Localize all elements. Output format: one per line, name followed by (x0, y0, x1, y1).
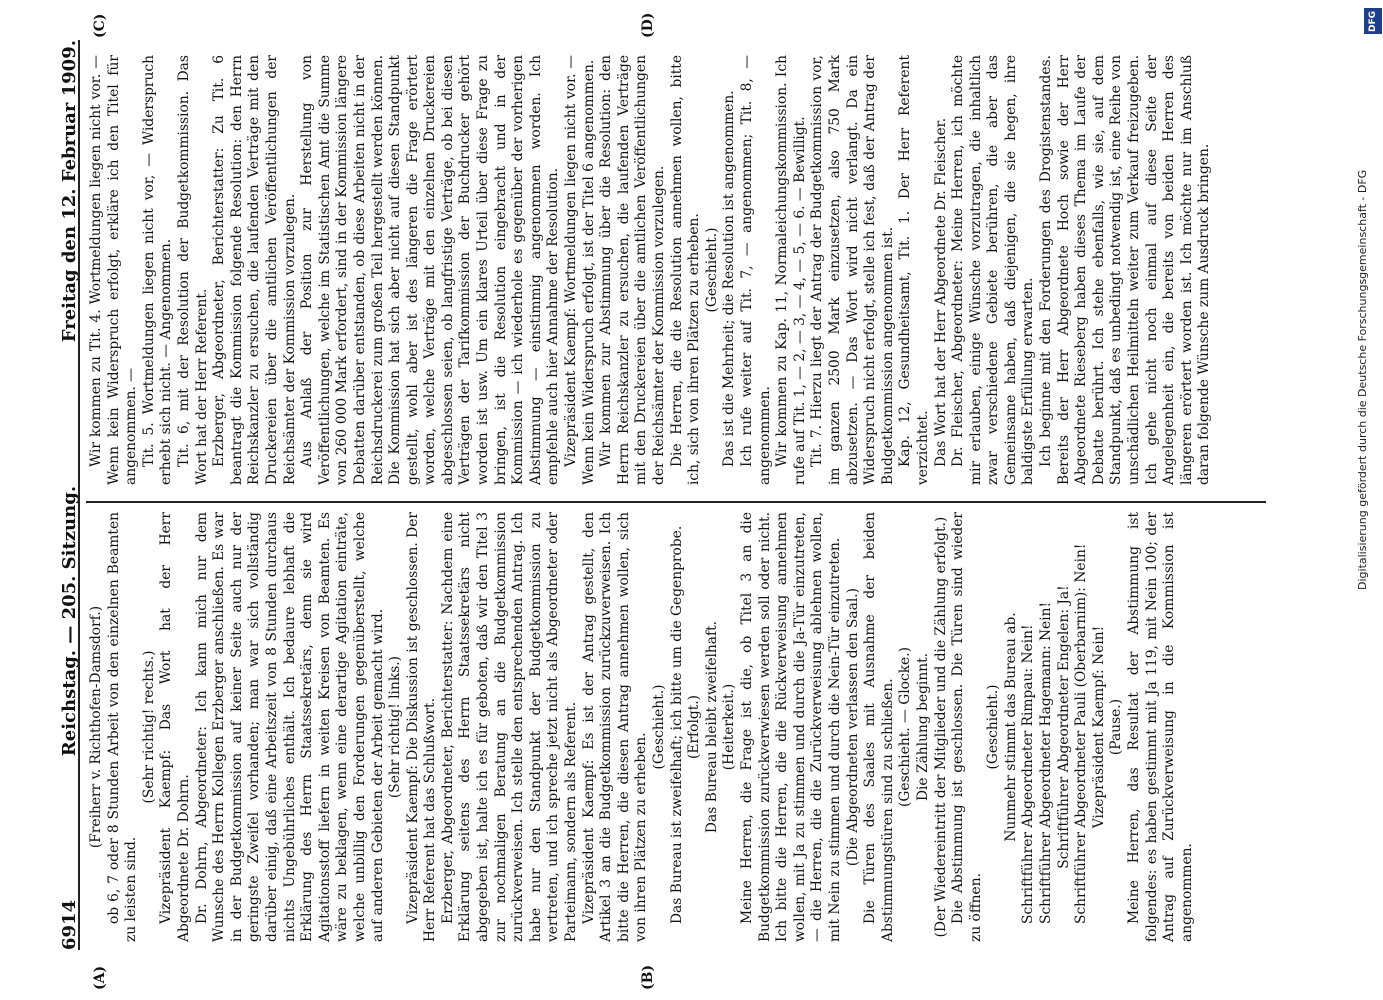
paragraph: Wir kommen zur Abstimmung über die Resolution: den Herrn Reichskanzler zu ersuchen, die laufenden Verträge mit den Druckereien über die amtlichen Veröffentlichungen der Reichsämter der Kommission vorzulegen. (598, 55, 667, 485)
paragraph: Nunmehr stimmt das Bureau ab. (1002, 612, 1019, 842)
header-rule (78, 40, 80, 950)
paragraph: Tit. 7. Hierzu liegt der Antrag der Budgetkommission vor, im ganzen 2500 Mark einzusetzen, also 750 Mark abzusetzen. — Das Wort wird nicht verlangt. Da ein Widerspruch nicht erfolgt, stelle ich fest, daß der Antrag der Budgetkommission angenommen ist. (809, 55, 896, 485)
paragraph: Ich beginne mit den Forderungen des Drogistenstandes. Bereits der Herr Abgeordnete Hoch sowie der Herr Abgeordnete Rieseberg haben dieses Thema im Laufe der Debatte berührt. Ich stehe ebenfalls, wie sie, auf dem Standpunkt, daß es unbedingt notwendig ist, eine Reihe von unschädlichen Heilmitteln weiter zum Verkauf freizugeben. Ich gehe nicht noch einmal auf diese Seite der Angelegenheit ein, die bereits von beiden Herren des längeren erörtert worden ist. Ich möchte nur im Anschluß daran folgende Wünsche zum Ausdruck bringen. (1038, 55, 1213, 485)
paragraph: (Freiherr v. Richthofen-Damsdorf.) (88, 605, 104, 849)
right-column (88, 55, 1263, 485)
paragraph: (Erfolgt.) (686, 694, 703, 760)
paragraph: (Sehr richtig! links.) (387, 655, 404, 799)
paragraph: Vizepräsident Kaempf: Es ist der Antrag gestellt, den Artikel 3 an die Budgetkommission zurückzuverweisen. Ich bitte die Herren, die diesen Antrag annehmen wollen, sich von ihren Plätzen zu erheben. (580, 512, 650, 942)
paragraph: Tit. 5. Wortmeldungen liegen nicht vor, — Widerspruch erhebt sich nicht. — Angenommen. (140, 55, 175, 485)
left-column (88, 512, 1263, 942)
paragraph: Das Bureau ist zweifelhaft; ich bitte um die Gegenprobe. (668, 525, 685, 924)
paragraph: Erzberger, Abgeordneter, Berichterstatter: Zu Tit. 6 beantragt die Kommission folgende Resolution: den Herrn Reichskanzler zu ersuchen, die laufenden Verträge mit den Druckereien über die amtlichen Veröffentlichungen der Reichsämter der Kommission vorzulegen. (211, 55, 298, 485)
column-divider (86, 501, 1266, 503)
paragraph: ob 6, 7 oder 8 Stunden Arbeit von den einzelnen Beamten zu leisten sind. (105, 512, 140, 942)
margin-marker-c: (C) (92, 13, 108, 38)
dfg-logo: DFG (1364, 8, 1382, 34)
paragraph: Die Abstimmung ist geschlossen. Die Türen sind wieder zu öffnen. (950, 512, 984, 942)
paragraph: Dr. Dohrn, Abgeordneter: Ich kann mich nur dem Wunsche des Herrn Kollegen Erzberger anschließen. Es war in der Budgetkommission auf keiner Seite auch nur der geringste Zweifel vorhanden; man war sich vollständig darüber einig, daß eine Arbeitszeit von 8 Stunden durchaus nichts Ungebührliches enthält. Ich bedaure lebhaft die Erklärung des Herrn Staatssekretärs, denn sie wird Agitationsstoff liefern in weiten Kreisen von Beamten. Es wäre zu beklagen, wenn eine derartige Agitation einträte, welche unbillig den Forderungen gegenüberstellt, welche auf anderen Gebieten der Arbeit gemacht wird. (193, 512, 386, 942)
paragraph: (Pause.) (1108, 698, 1125, 756)
paragraph: Meine Herren, die Frage ist die, ob Titel 3 an die Budgetkommission zurückverwiesen werden soll oder nicht. Ich bitte die Herren, die die Rückverweisung annehmen wollen, mit Ja zu stimmen und durch die Ja-Tür einzutreten, — die Herren, die die Zurückverweisung ablehnen wollen, mit Nein zu stimmen und durch die Nein-Tür einzutreten. (738, 512, 843, 942)
paragraph: Schriftführer Abgeordneter Rimpau: Nein! (1020, 624, 1037, 924)
paragraph: Vizepräsident Kaempf: Die Diskussion ist geschlossen. Der Herr Referent hat das Schlußwort. (404, 512, 439, 942)
paragraph: (Die Abgeordneten verlassen den Saal.) (844, 587, 861, 867)
paragraph: Schriftführer Abgeordneter Pauli (Oberbarnim): Nein! (1073, 543, 1090, 924)
paragraph: Wir kommen zu Kap. 11, Normaleichungskommission. Ich rufe auf Tit. 1, — 2, — 3, — 4, — 5, — 6. — Bewilligt. (774, 55, 808, 485)
paragraph: Aus Anlaß der Position zur Herstellung von Veröffentlichungen, welche im Statistischen Amt die Summe von 260 000 Mark erfordert, sind in der Kommission längere Debatten darüber entstanden, ob diese Arbeiten nicht in der Reichsdruckerei zum großen Teil hergestellt werden können. Die Kommission hat sich aber nicht auf diesen Standpunkt gestellt, wohl aber ist des längeren die Frage erörtert worden, welche Verträge mit den einzelnen Druckereien abgeschlossen seien, ob langfristige Verträge, ob bei diesen Verträgen der Tarifkommission der Buchdrucker gehört worden ist usw. Um ein klares Urteil über diese Frage zu bringen, ist die Resolution eingebracht und in der Kommission — ich wiederhole es gegenüber der vorherigen Abstimmung — einstimmig angenommen worden. Ich empfehle auch hier Annahme der Resolution. (299, 55, 562, 485)
paragraph: (Geschieht. — Glocke.) (897, 647, 914, 807)
paragraph: Das ist die Mehrheit; die Resolution ist angenommen. (721, 90, 738, 467)
paragraph: Kap. 12, Gesundheitsamt, Tit. 1. Der Herr Referent verzichtet. (897, 55, 931, 485)
paragraph: Schriftführer Abgeordneter Hagemann: Nein! (1038, 601, 1055, 924)
paragraph: Dr. Fleischer, Abgeordneter: Meine Herren, ich möchte mir erlauben, einige Wünsche vorzutragen, die inhaltlich zwar verschiedene Gebiete berühren, die aber das Gemeinsame haben, daß diejenigen, die sie hegen, ihre baldigste Erfüllung erwarten. (950, 55, 1037, 485)
session-title: Reichstag. — 205. Sitzung. (59, 485, 80, 757)
paragraph: Vizepräsident Kaempf: Nein! (1090, 625, 1107, 829)
page-header (40, 40, 80, 950)
paragraph: (Geschieht.) (985, 684, 1002, 770)
paragraph: Die Türen des Saales mit Ausnahme der beiden Abstimmungstüren sind zu schließen. (862, 512, 896, 942)
paragraph: (Sehr richtig! rechts.) (140, 650, 157, 804)
paragraph: Das Wort hat der Herr Abgeordnete Dr. Fleischer. (932, 117, 949, 467)
paragraph: (Geschieht.) (651, 684, 667, 770)
margin-marker-a: (A) (92, 965, 108, 990)
paragraph: Vizepräsident Kaempf: Das Wort hat der Herr Abgeordnete Dr. Dohrn. (158, 512, 192, 942)
paragraph: Meine Herren, das Resultat der Abstimmung ist folgendes: es haben gestimmt mit Ja 119, mit Nein 100; der Antrag auf Zurückverweisung in die Kommission ist angenommen. (1126, 512, 1195, 942)
paragraph: Ich rufe weiter auf Tit. 7, — angenommen; Tit. 8, — angenommen. (738, 55, 773, 485)
paragraph: (Der Wiedereintritt der Mitglieder und die Zählung erfolgt.) (932, 516, 949, 938)
paragraph: Das Bureau bleibt zweifelhaft. (703, 620, 720, 834)
margin-marker-d: (D) (640, 12, 656, 38)
paragraph: (Heiterkeit.) (721, 683, 738, 771)
margin-marker-b: (B) (640, 964, 656, 990)
paragraph: Die Zählung beginnt. (914, 652, 931, 802)
paragraph: Die Herren, die die Resolution annehmen wollen, bitte ich, sich von ihren Plätzen zu erheben. (668, 55, 703, 485)
paragraph: Tit. 6, mit der Resolution der Budgetkommission. Das Wort hat der Herr Referent. (175, 55, 210, 485)
digitization-credit: Digitalisierung gefördert durch die Deutsche Forschungsgemeinschaft - DFG (1356, 169, 1369, 590)
paragraph: (Geschieht.) (703, 227, 720, 313)
paragraph: Wir kommen zu Tit. 4. Wortmeldungen liegen nicht vor. — Wenn kein Widerspruch erfolgt, erkläre ich den Titel für angenommen. — (88, 55, 140, 485)
paragraph: Vizepräsident Kaempf: Wortmeldungen liegen nicht vor. — Wenn kein Widerspruch erfolgt, ist der Titel 6 angenommen. (563, 55, 597, 485)
paragraph: Schriftführer Abgeordneter Engelen: Ja! (1055, 585, 1072, 869)
page-number: 6914 (59, 899, 80, 950)
paragraph: Erzberger, Abgeordneter, Berichterstatter: Nachdem eine Erklärung seitens des Herrn Staatssekretärs nicht abgegeben ist, halte ich es für geboten, daß wir den Titel 3 zur nochmaligen Beratung an die Budgetkommission zurückverweisen. Ich stelle den entsprechenden Antrag. Ich habe nur den Standpunkt der Budgetkommission zu vertreten, und ich spreche jetzt nicht als Abgeordneter oder Parteimann, sondern als Referent. (439, 512, 580, 942)
session-date: Freitag den 12. Februar 1909. (59, 40, 80, 343)
